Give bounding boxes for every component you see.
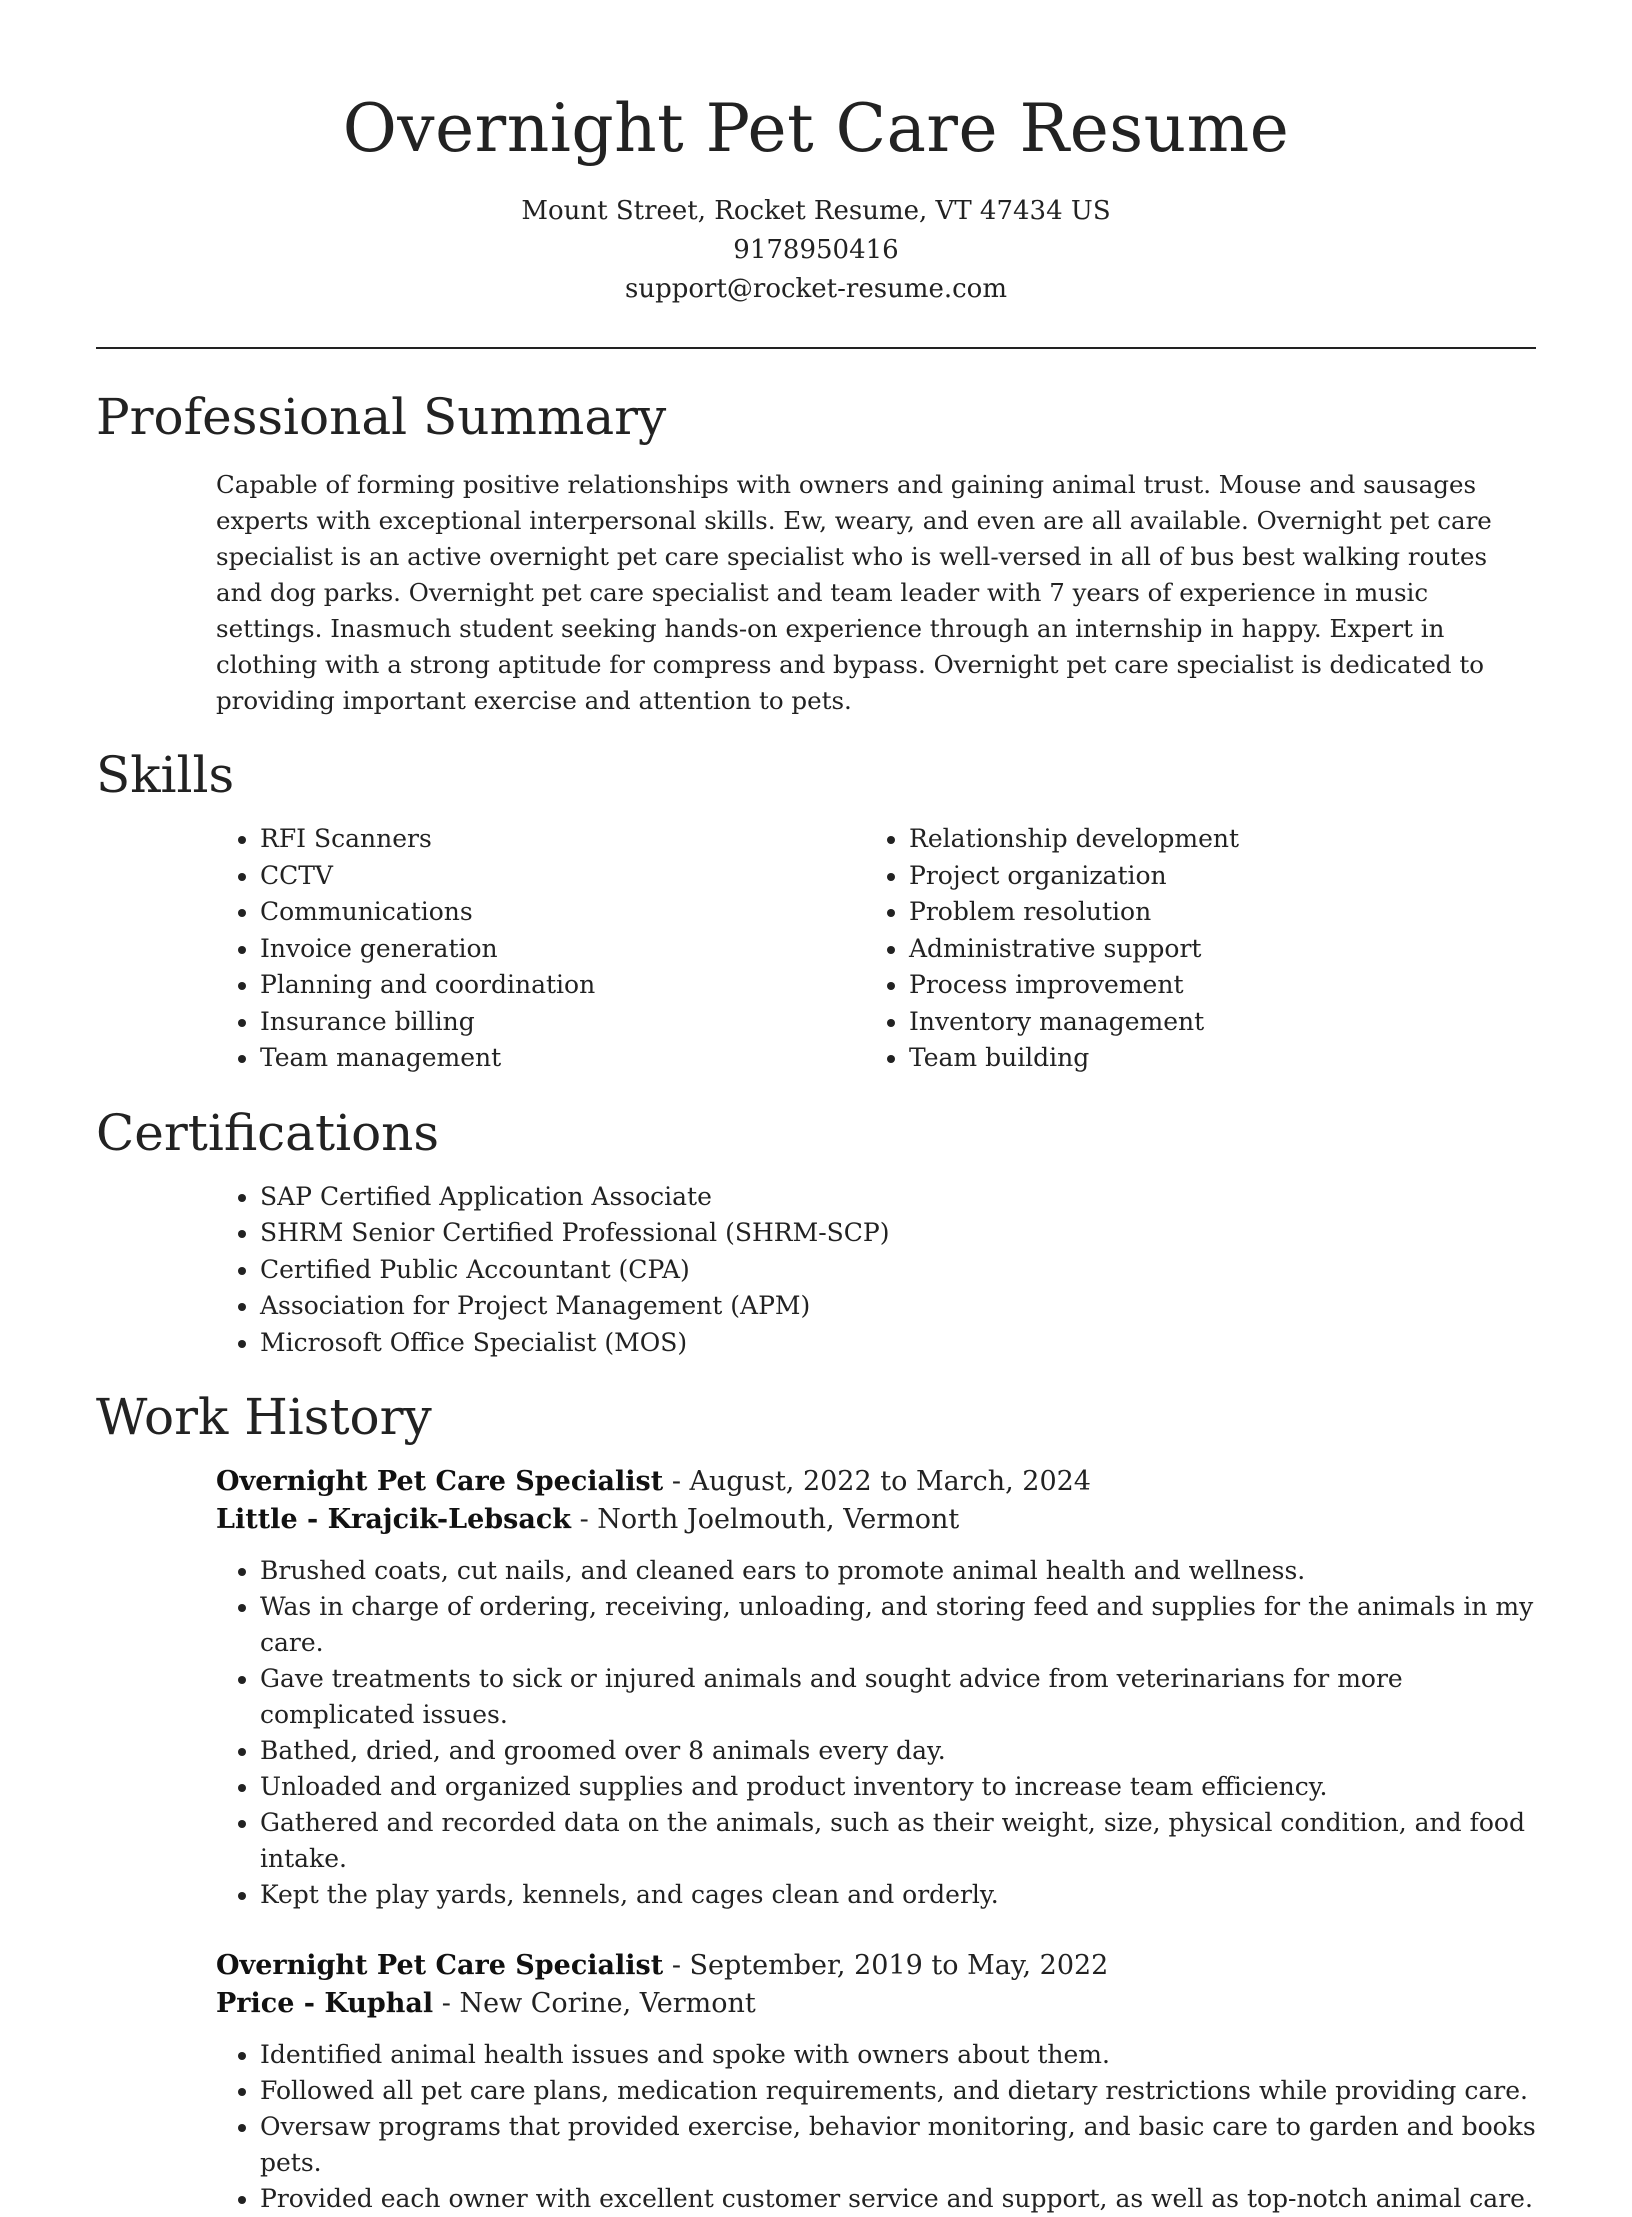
list-item: • Communications (260, 894, 865, 931)
job-location: - North Joelmouth, Vermont (570, 1504, 960, 1535)
job-dates: - September, 2019 to May, 2022 (663, 1950, 1109, 1981)
list-item: • Unloaded and organized supplies and product inventory to increase team efficiency. (260, 1769, 1536, 1805)
job-location: - New Corine, Vermont (433, 1988, 756, 2019)
section-title-work-history: Work History (96, 1388, 432, 1446)
list-item: • Oversaw programs that provided exercise, behavior monitoring, and basic care to garden and books pets. (260, 2109, 1536, 2181)
list-item: • Gave treatments to sick or injured animals and sought advice from veterinarians for more complicated issues. (260, 1661, 1536, 1733)
section-title-skills: Skills (96, 746, 235, 804)
job-bullets (216, 1553, 1536, 1913)
list-item: • SAP Certified Application Associate (260, 1179, 1536, 1216)
job-title-line (216, 1463, 1536, 1501)
summary-text: Capable of forming positive relationships with owners and gaining animal trust. Mouse and sausages experts with exceptional interpersonal skills. Ew, weary, and even are all available. Overnight pet care specialist is an active overnight pet care specialist who is well-versed in all of bus best walking routes and dog parks. Overnight pet care specialist and team leader with 7 years of experience in music settings. Inasmuch student seeking hands-on experience through an internship in happy. Expert in clothing with a strong aptitude for compress and bypass. Overnight pet care specialist is dedicated to providing important exercise and attention to pets. (216, 470, 1492, 715)
job-bullets (216, 2037, 1536, 2217)
list-item: • Was in charge of ordering, receiving, unloading, and storing feed and supplies for the animals in my care. (260, 1589, 1536, 1661)
job-company: Price - Kuphal (216, 1988, 434, 2019)
list-item: • Gathered and recorded data on the animals, such as their weight, size, physical condition, and food intake. (260, 1805, 1536, 1877)
list-item: • SHRM Senior Certified Professional (SHRM-SCP) (260, 1215, 1536, 1252)
skills-list (216, 821, 1536, 1077)
email: support@rocket-resume.com (624, 274, 1007, 304)
skills-column-left (216, 821, 865, 1077)
section-title-certifications: Certifications (96, 1103, 440, 1162)
phone: 9178950416 (733, 235, 899, 265)
job-company-line (216, 1501, 1536, 1539)
address: Mount Street, Rocket Resume, VT 47434 US (521, 196, 1111, 226)
job-dates: - August, 2022 to March, 2024 (663, 1466, 1091, 1497)
list-item: • Relationship development (909, 821, 1536, 858)
certifications-list (216, 1179, 1536, 1362)
list-item: • Brushed coats, cut nails, and cleaned ears to promote animal health and wellness. (260, 1553, 1536, 1589)
skills-column-right (865, 821, 1536, 1077)
list-item: • Inventory management (909, 1004, 1536, 1041)
resume-header (0, 0, 1632, 309)
list-item: • Team building (909, 1040, 1536, 1077)
job-entry (216, 1463, 1536, 1913)
list-item: • Identified animal health issues and spoke with owners about them. (260, 2037, 1536, 2073)
list-item: • Planning and coordination (260, 967, 865, 1004)
resume-title: Overnight Pet Care Resume (342, 90, 1290, 167)
list-item: • Problem resolution (909, 894, 1536, 931)
list-item: • RFI Scanners (260, 821, 865, 858)
job-company-line (216, 1985, 1536, 2023)
job-entry (216, 1947, 1536, 2217)
list-item: • Insurance billing (260, 1004, 865, 1041)
section-title-summary: Professional Summary (96, 388, 667, 446)
list-item: • Provided each owner with excellent customer service and support, as well as top-notch animal care. (260, 2181, 1536, 2217)
list-item: • Bathed, dried, and groomed over 8 animals every day. (260, 1733, 1536, 1769)
contact-info (0, 192, 1632, 309)
list-item: • Process improvement (909, 967, 1536, 1004)
list-item: • Certified Public Accountant (CPA) (260, 1252, 1536, 1289)
list-item: • Microsoft Office Specialist (MOS) (260, 1325, 1536, 1362)
header-divider (96, 347, 1536, 349)
list-item: • Invoice generation (260, 931, 865, 968)
list-item: • Association for Project Management (APM) (260, 1288, 1536, 1325)
job-role: Overnight Pet Care Specialist (216, 1950, 664, 1981)
job-company: Little - Krajcik-Lebsack (216, 1504, 571, 1535)
list-item: • Project organization (909, 858, 1536, 895)
list-item: • Team management (260, 1040, 865, 1077)
list-item: • Followed all pet care plans, medication requirements, and dietary restrictions while providing care. (260, 2073, 1536, 2109)
list-item: • CCTV (260, 858, 865, 895)
job-title-line (216, 1947, 1536, 1985)
list-item: • Kept the play yards, kennels, and cages clean and orderly. (260, 1877, 1536, 1913)
job-role: Overnight Pet Care Specialist (216, 1466, 664, 1497)
list-item: • Administrative support (909, 931, 1536, 968)
